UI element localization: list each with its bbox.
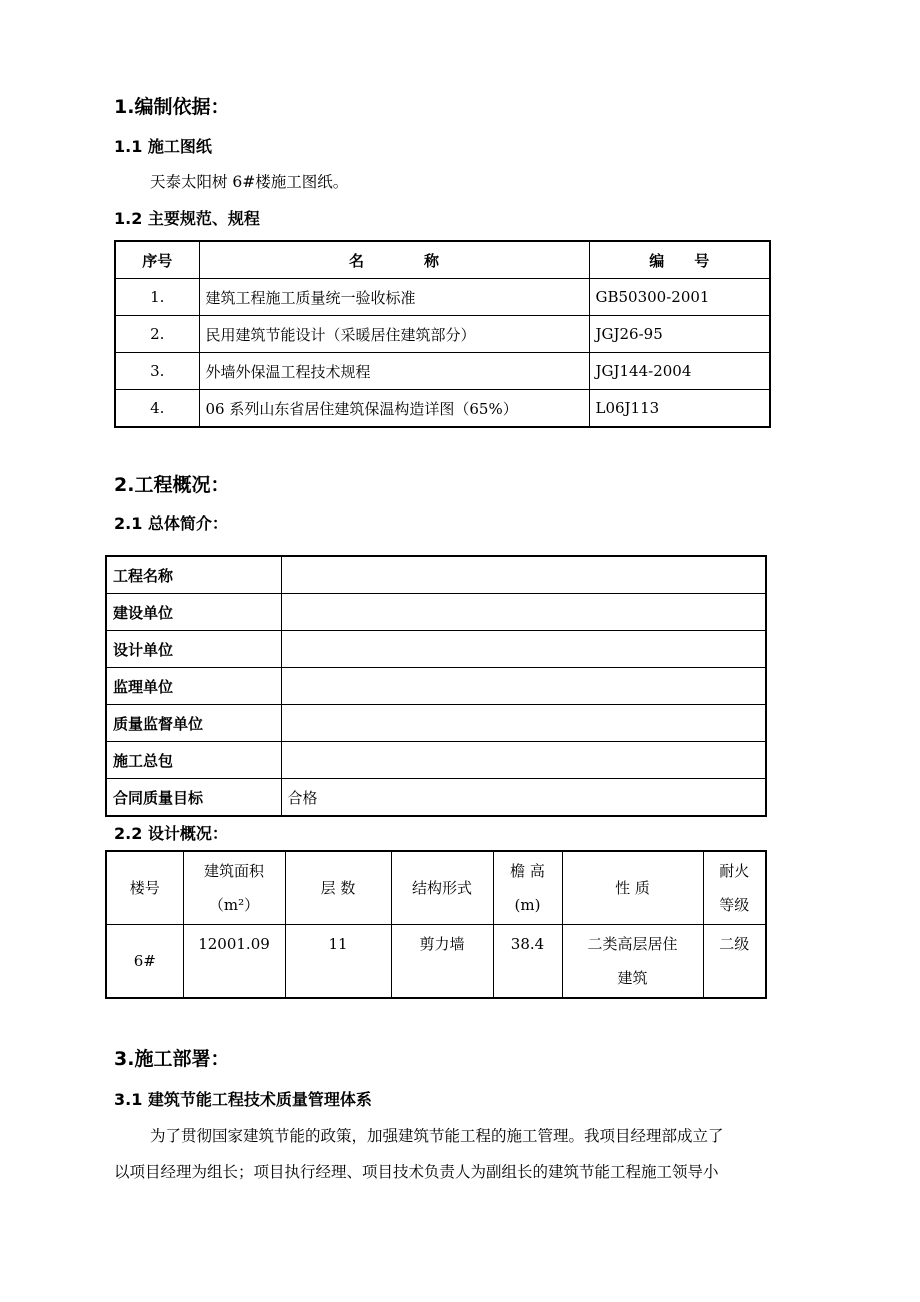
header-height-line2: (m) bbox=[514, 896, 541, 914]
row-code: GB50300-2001 bbox=[589, 279, 770, 316]
table-row bbox=[106, 705, 766, 742]
section-2-title: 2.工程概况： bbox=[114, 474, 230, 496]
cell-height: 38.4 bbox=[493, 925, 562, 999]
design-header-row bbox=[106, 851, 766, 925]
overview-label: 工程名称 bbox=[106, 556, 281, 594]
overview-label: 建设单位 bbox=[106, 594, 281, 631]
row-no: 4. bbox=[115, 390, 199, 428]
table-row bbox=[106, 742, 766, 779]
table-row bbox=[115, 390, 770, 428]
table-row bbox=[115, 316, 770, 353]
cell-building: 6# bbox=[106, 925, 183, 999]
overview-value bbox=[281, 742, 766, 779]
paragraph-line-1: 为了贯彻国家建筑节能的政策，加强建筑节能工程的施工管理。我项目经理部成立了 bbox=[150, 1127, 724, 1145]
row-no: 2. bbox=[115, 316, 199, 353]
paragraph-line-2: 以项目经理为组长；项目执行经理、项目技术负责人为副组长的建筑节能工程施工领导小 bbox=[114, 1163, 719, 1181]
header-height-line1: 檐 高 bbox=[510, 862, 545, 880]
row-code: JGJ26-95 bbox=[589, 316, 770, 353]
cell-area: 12001.09 bbox=[183, 925, 285, 999]
table-row bbox=[106, 594, 766, 631]
row-code: L06J113 bbox=[589, 390, 770, 428]
table-row bbox=[115, 279, 770, 316]
section-3-1-title: 3.1 建筑节能工程技术质量管理体系 bbox=[114, 1090, 372, 1109]
overview-value: 合格 bbox=[281, 779, 766, 817]
standards-table bbox=[114, 240, 771, 428]
section-1-title: 1.编制依据： bbox=[114, 96, 230, 118]
row-name: 建筑工程施工质量统一验收标准 bbox=[199, 279, 589, 316]
header-area-line2: （m²） bbox=[208, 896, 260, 914]
overview-value bbox=[281, 556, 766, 594]
section-2-1-title: 2.1 总体简介： bbox=[114, 514, 228, 533]
cell-nature bbox=[562, 925, 703, 999]
header-structure: 结构形式 bbox=[391, 851, 493, 925]
cell-structure: 剪力墙 bbox=[391, 925, 493, 999]
table-row bbox=[106, 668, 766, 705]
section-1-2-title: 1.2 主要规范、规程 bbox=[114, 209, 260, 228]
row-name: 民用建筑节能设计（采暖居住建筑部分） bbox=[199, 316, 589, 353]
overview-label: 施工总包 bbox=[106, 742, 281, 779]
overview-value bbox=[281, 668, 766, 705]
table-row bbox=[106, 779, 766, 817]
table-row bbox=[106, 556, 766, 594]
drawings-text: 天泰太阳树 6#楼施工图纸。 bbox=[150, 173, 349, 191]
overview-table bbox=[105, 555, 767, 817]
table-row bbox=[115, 353, 770, 390]
header-floors: 层 数 bbox=[285, 851, 391, 925]
overview-label: 设计单位 bbox=[106, 631, 281, 668]
standards-header-row bbox=[115, 241, 770, 279]
cell-nature-line2: 建筑 bbox=[617, 969, 648, 987]
header-area-line1: 建筑面积 bbox=[203, 862, 264, 880]
section-2-2-title: 2.2 设计概况： bbox=[114, 824, 228, 843]
row-no: 3. bbox=[115, 353, 199, 390]
overview-value bbox=[281, 631, 766, 668]
header-area bbox=[183, 851, 285, 925]
header-no: 序号 bbox=[115, 241, 199, 279]
overview-label: 合同质量目标 bbox=[106, 779, 281, 817]
cell-floors: 11 bbox=[285, 925, 391, 999]
cell-nature-line1: 二类高层居住 bbox=[587, 935, 678, 953]
row-code: JGJ144-2004 bbox=[589, 353, 770, 390]
table-row bbox=[106, 631, 766, 668]
header-building: 楼号 bbox=[106, 851, 183, 925]
header-fire bbox=[703, 851, 766, 925]
cell-fire: 二级 bbox=[703, 925, 766, 999]
section-3-title: 3.施工部署： bbox=[114, 1048, 230, 1070]
overview-label: 质量监督单位 bbox=[106, 705, 281, 742]
design-table bbox=[105, 850, 767, 999]
header-code: 编 号 bbox=[589, 241, 770, 279]
table-row bbox=[106, 925, 766, 999]
header-height bbox=[493, 851, 562, 925]
row-name: 06 系列山东省居住建筑保温构造详图（65%） bbox=[199, 390, 589, 428]
overview-label: 监理单位 bbox=[106, 668, 281, 705]
header-fire-line1: 耐火 bbox=[719, 862, 750, 880]
row-no: 1. bbox=[115, 279, 199, 316]
overview-value bbox=[281, 594, 766, 631]
header-nature: 性 质 bbox=[562, 851, 703, 925]
row-name: 外墙外保温工程技术规程 bbox=[199, 353, 589, 390]
header-name: 名 称 bbox=[199, 241, 589, 279]
section-1-1-title: 1.1 施工图纸 bbox=[114, 137, 212, 156]
overview-value bbox=[281, 705, 766, 742]
header-fire-line2: 等级 bbox=[719, 896, 750, 914]
